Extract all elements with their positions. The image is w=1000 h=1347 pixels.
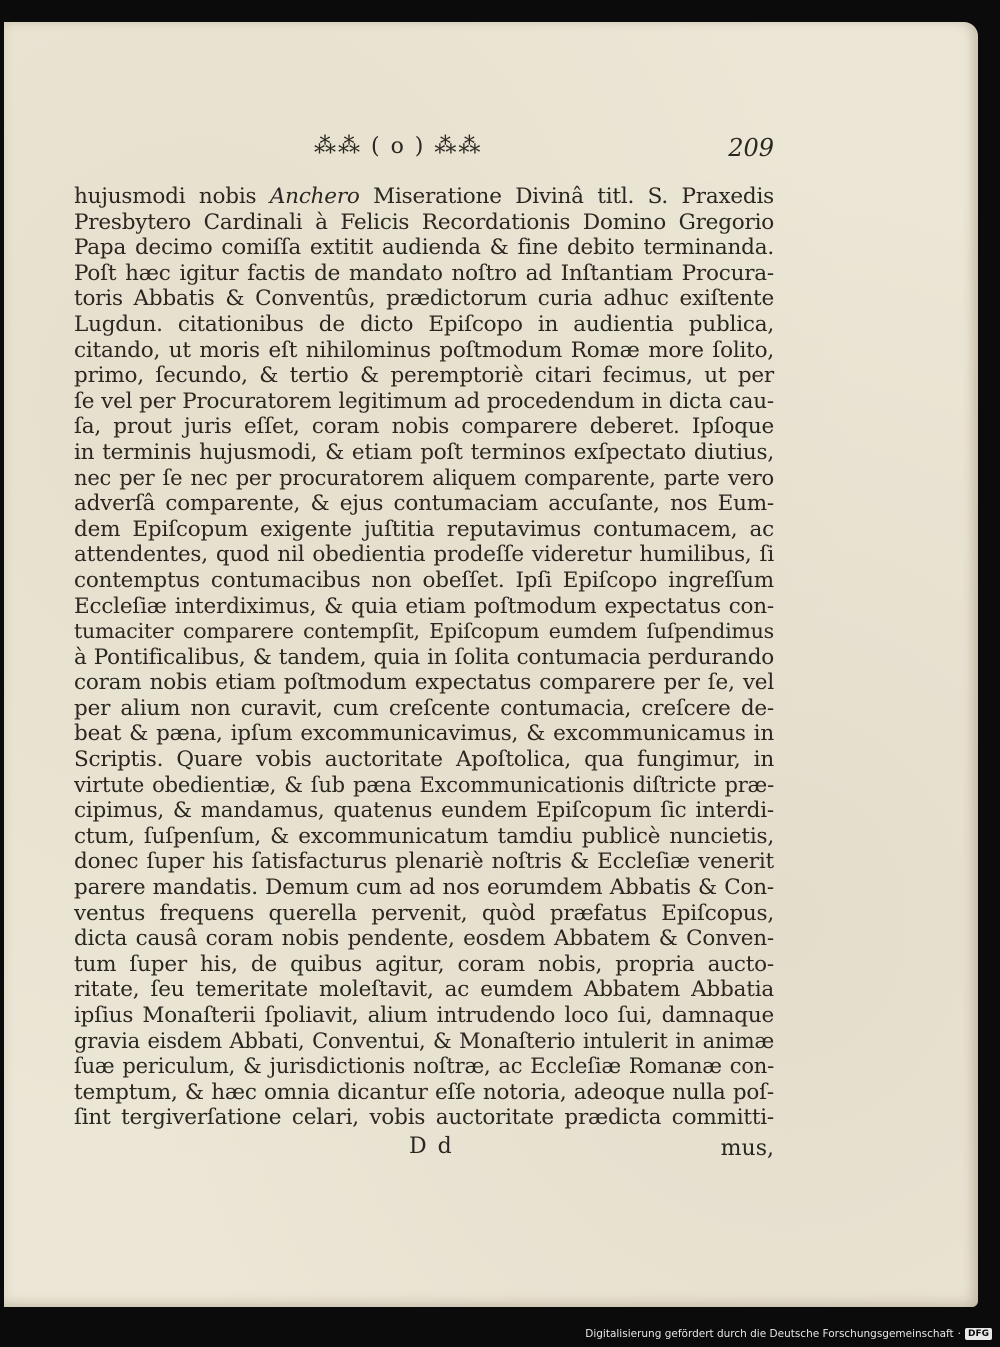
text-line: virtute obedientiæ, & ſub pæna Excommunicationis diſtricte præ- xyxy=(74,772,774,797)
text-line: adverſâ comparente, & ejus contumaciam accuſante, nos Eum- xyxy=(74,491,774,517)
text-line: attendentes, quod nil obedientia prodeſſe videretur humilibus, ſi xyxy=(74,542,774,568)
dfg-logo: DFG xyxy=(965,1328,992,1340)
text-line: per alium non curavit, cum creſcente contumacia, creſcere de- xyxy=(74,695,774,721)
text-line: beat & pæna, ipſum excommunicavimus, & excommunicamus in xyxy=(74,721,774,747)
text-line: cipimus, & mandamus, quatenus eundem Epiſcopum ſic interdi- xyxy=(74,798,774,824)
text-line: dem Epiſcopum exigente juſtitia reputavimus contumacem, ac xyxy=(74,516,774,542)
text-line: ſint tergiverſatione celari, vobis auctoritate prædicta committi- xyxy=(74,1105,774,1131)
text-line: ſuæ periculum, & jurisdictionis noſtræ, ac Eccleſiæ Romanæ con- xyxy=(74,1054,774,1079)
text-line: parere mandatis. Demum cum ad nos eorumdem Abbatis & Con- xyxy=(74,875,774,901)
text-line: ctum, ſuſpenſum, & excommunicatum tamdiu publicè nuncietis, xyxy=(74,823,774,849)
separator-dot: · xyxy=(957,1328,961,1340)
body-text xyxy=(74,184,774,1131)
text-line: tumaciter comparere contempſit, Epiſcopum eumdem ſuſpendimus xyxy=(74,619,774,644)
text-line: toris Abbatis & Conventûs, prædictorum curia adhuc exiſtente xyxy=(74,286,774,312)
text-line: Eccleſiæ interdiximus, & quia etiam poſtmodum expectatus con- xyxy=(74,593,774,619)
text-line: temptum, & hæc omnia dicantur eſſe notoria, adeoque nulla poſ- xyxy=(74,1079,774,1105)
text-line: Lugdun. citationibus de dicto Epiſcopo in audientia publica, xyxy=(74,311,774,337)
signature-mark: D d xyxy=(409,1134,454,1159)
page-number: 209 xyxy=(728,134,774,162)
page-foot xyxy=(74,1134,774,1164)
italic-name: Anchero xyxy=(269,184,360,209)
catchword: mus, xyxy=(720,1136,774,1161)
text-line: ſe vel per Procuratorem legitimum ad procedendum in dicta cau- xyxy=(74,388,774,414)
text-line: Papa decimo comiſſa extitit audienda & fine debito terminanda. xyxy=(74,235,774,261)
text-line: hujusmodi nobis Anchero Miseratione Divinâ titl. S. Praxedis xyxy=(74,184,774,209)
text-line: tum ſuper his, de quibus agitur, coram nobis, propria aucto- xyxy=(74,951,774,977)
text-line: ipſius Monaſterii ſpoliavit, alium intrudendo loco ſui, damnaque xyxy=(74,1003,774,1028)
text-line: primo, ſecundo, & tertio & peremptoriè citari fecimus, ut per xyxy=(74,363,774,389)
digitization-credit xyxy=(585,1327,992,1341)
book-page xyxy=(4,22,978,1307)
text-line: donec ſuper his ſatisfacturus plenariè noſtris & Eccleſiæ venerit xyxy=(74,849,774,875)
text-line: Scriptis. Quare vobis auctoritate Apoſtolica, qua fungimur, in xyxy=(74,747,774,773)
text-line: à Pontificalibus, & tandem, quia in ſolita contumacia perdurando xyxy=(74,644,774,670)
page-header xyxy=(74,130,774,164)
credit-text: Digitalisierung gefördert durch die Deutsche Forschungsgemeinschaft xyxy=(585,1328,954,1340)
text-line: in terminis hujusmodi, & etiam poſt terminos exſpectato diutius, xyxy=(74,439,774,465)
text-line: gravia eisdem Abbati, Conventui, & Monaſterio intulerit in animæ xyxy=(74,1028,774,1053)
header-ornament: ⁂⁂ ( o ) ⁂⁂ xyxy=(314,134,483,159)
text-line: ritate, ſeu temeritate moleſtavit, ac eumdem Abbatem Abbatia xyxy=(74,977,774,1003)
text-line: Presbytero Cardinali à Felicis Recordationis Domino Gregorio xyxy=(74,209,774,235)
text-line: nec per ſe nec per procuratorem aliquem comparente, parte vero xyxy=(74,465,774,490)
text-line: citando, ut moris eſt nihilominus poſtmodum Romæ more ſolito, xyxy=(74,337,774,363)
text-line: dicta causâ coram nobis pendente, eosdem Abbatem & Conven- xyxy=(74,926,774,952)
text-line: coram nobis etiam poſtmodum expectatus comparere per ſe, vel xyxy=(74,670,774,696)
text-line: ventus frequens querella pervenit, quòd præfatus Epiſcopus, xyxy=(74,900,774,926)
text-line: contemptus contumacibus non obeſſet. Ipſi Epiſcopo ingreſſum xyxy=(74,567,774,593)
text-line: Poſt hæc igitur factis de mandato noſtro ad Inſtantiam Procura- xyxy=(74,260,774,286)
text-line: ſa, prout juris eſſet, coram nobis comparere deberet. Ipſoque xyxy=(74,414,774,440)
